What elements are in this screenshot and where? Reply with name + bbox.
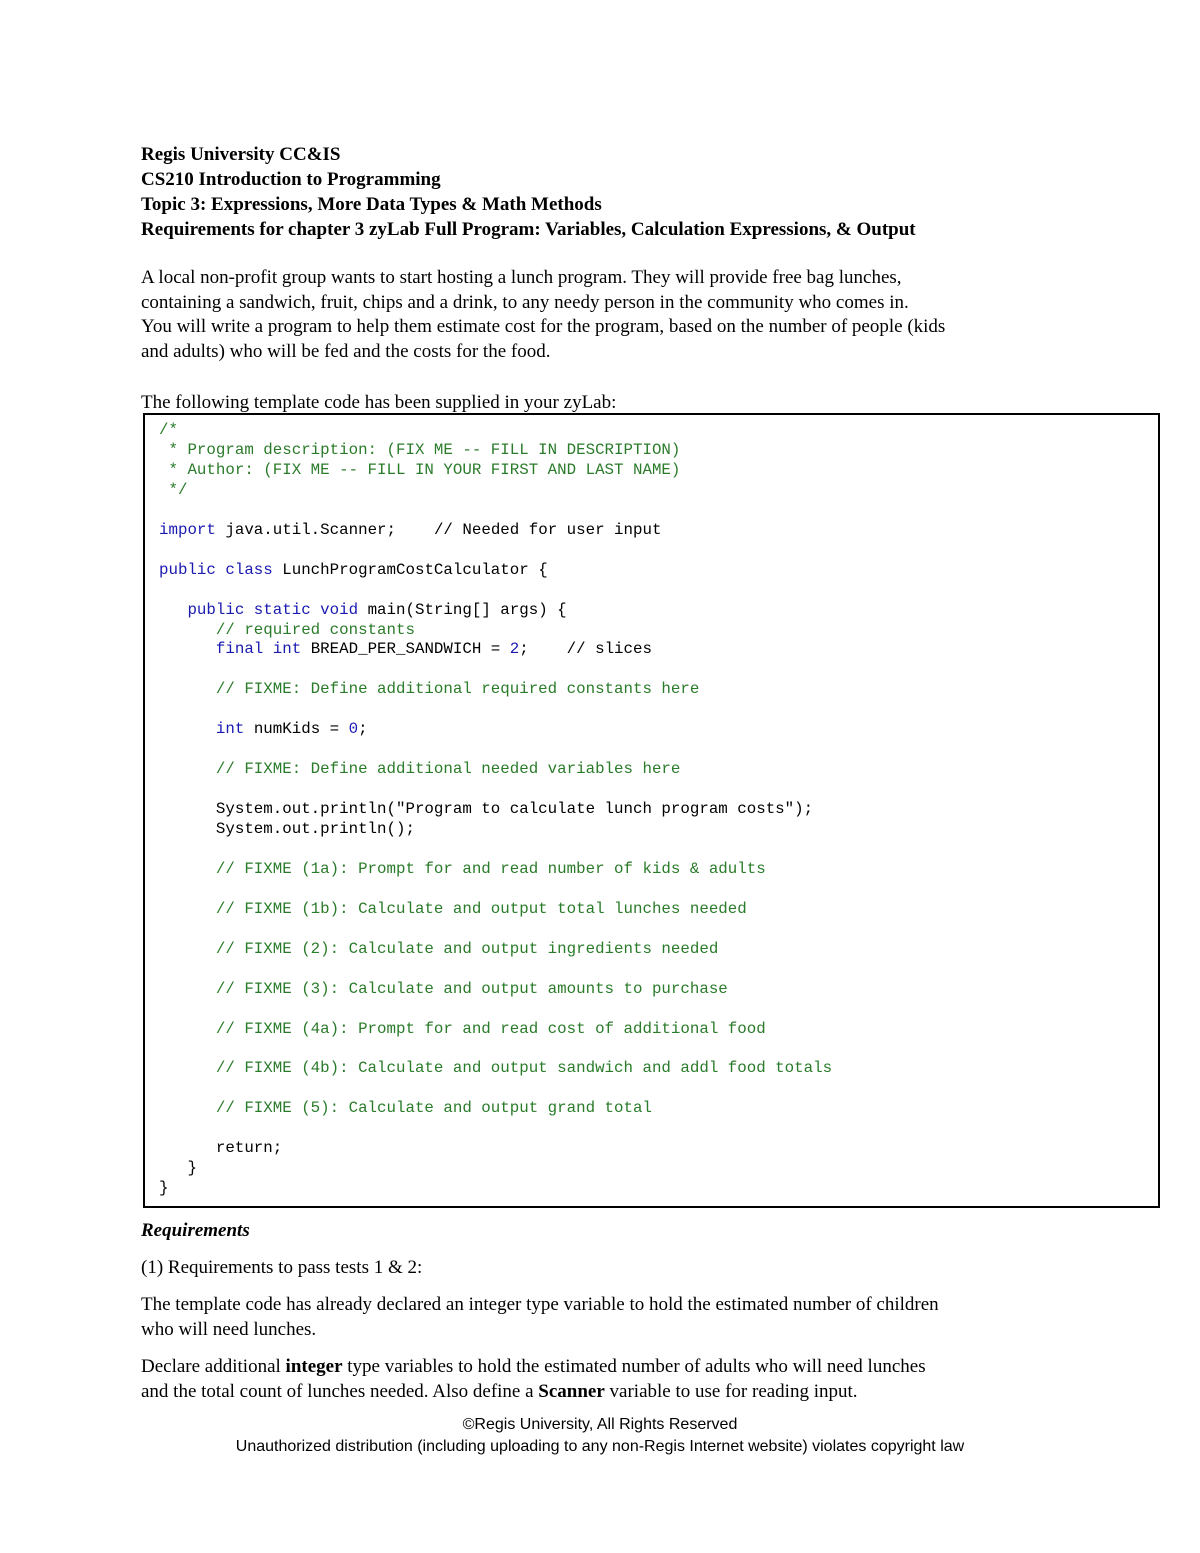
document-header: [141, 142, 1101, 242]
code-token-number: 2: [509, 640, 520, 659]
code-token-comment: // required constants: [159, 620, 415, 639]
code-line: [159, 1019, 766, 1039]
code-token-keyword: public class: [159, 560, 273, 579]
intro-line: containing a sandwich, fruit, chips and a drink, to any needy person in the community who comes in.: [141, 291, 909, 313]
intro-line: You will write a program to help them estimate cost for the program, based on the number of people (kids: [141, 316, 946, 337]
topic-title: Topic 3: Expressions, More Data Types & Math Methods: [141, 194, 602, 215]
code-line: [159, 1098, 652, 1118]
university-title: Regis University CC&IS: [141, 144, 341, 165]
code-token-comment: // FIXME (4b): Calculate and output sandwich and addl food totals: [159, 1059, 833, 1078]
code-token-comment: // FIXME: Define additional needed variables here: [159, 760, 681, 779]
code-token-comment: * Author: (FIX ME -- FILL IN YOUR FIRST AND LAST NAME): [159, 460, 681, 479]
footer-notice: Unauthorized distribution (including uploading to any non-Regis Internet website) violates copyright law: [235, 1438, 965, 1455]
paragraph-line: [141, 1379, 1101, 1404]
requirements-subheading: (1) Requirements to pass tests 1 & 2:: [141, 1257, 423, 1278]
code-token-comment: // FIXME (2): Calculate and output ingredients needed: [159, 939, 719, 958]
code-token-plain: System.out.println("Program to calculate lunch program costs");: [159, 800, 814, 819]
code-token-plain: }: [159, 1179, 169, 1198]
text-span: Declare additional: [141, 1356, 286, 1377]
code-token-comment: // FIXME (3): Calculate and output amounts to purchase: [159, 979, 728, 998]
code-line: [159, 520, 661, 540]
code-token-plain: ; // slices: [519, 640, 652, 659]
code-token-keyword: int: [215, 720, 245, 739]
code-line: [159, 759, 680, 779]
code-token-comment: // FIXME (1a): Prompt for and read number of kids & adults: [159, 859, 766, 878]
code-line: [159, 939, 718, 959]
code-token-comment: // FIXME: Define additional required constants here: [159, 680, 700, 699]
requirements-paragraph-2: [141, 1354, 1101, 1404]
text-span: variable to use for reading input.: [604, 1381, 858, 1402]
code-token-plain: [159, 640, 216, 658]
paragraph-line: The template code has already declared an integer type variable to hold the estimated number of children: [141, 1294, 939, 1315]
code-token-comment: * Program description: (FIX ME -- FILL IN DESCRIPTION): [159, 440, 681, 459]
code-line: [159, 1138, 282, 1158]
code-line: [159, 440, 680, 460]
intro-line: and adults) who will be fed and the costs for the food.: [141, 340, 551, 362]
code-token-plain: ;: [358, 720, 368, 739]
template-caption: The following template code has been supplied in your zyLab:: [141, 392, 617, 413]
paragraph-line: who will need lunches.: [141, 1319, 317, 1340]
intro-paragraph: [141, 266, 1101, 364]
text-span: type variables to hold the estimated number of adults who will need lunches: [342, 1356, 926, 1377]
code-token-comment: // FIXME (5): Calculate and output grand total: [159, 1099, 652, 1118]
code-token-plain: // Needed for user input: [433, 520, 662, 539]
code-token-keyword: import: [159, 520, 216, 539]
code-line: [159, 1058, 832, 1078]
code-token-plain: }: [159, 1159, 197, 1178]
code-token-plain: LunchProgramCostCalculator {: [272, 560, 548, 579]
code-line: [159, 620, 415, 640]
code-token-plain: [159, 601, 187, 619]
code-line: [159, 979, 728, 999]
code-token-plain: main(String[] args) {: [358, 600, 567, 619]
code-line: [159, 460, 680, 480]
code-token-number: 0: [348, 720, 359, 739]
intro-line: A local non-profit group wants to start hosting a lunch program. They will provide free bag lunches,: [141, 267, 902, 288]
code-token-plain: java.util.Scanner;: [215, 520, 434, 539]
code-line: [159, 480, 187, 500]
code-token-plain: BREAD_PER_SANDWICH =: [301, 640, 510, 659]
code-line: [159, 1178, 168, 1198]
code-token-plain: [159, 720, 216, 738]
code-line: [159, 819, 415, 839]
code-token-comment: /*: [159, 421, 178, 439]
code-token-keyword: final int: [215, 640, 302, 659]
code-line: [159, 859, 766, 879]
requirements-paragraph-1: [141, 1292, 1101, 1342]
code-token-plain: return;: [159, 1139, 283, 1158]
requirements-heading: Requirements: [141, 1220, 250, 1241]
code-token-keyword: public static void: [187, 600, 359, 619]
code-token-comment: */: [159, 480, 188, 499]
code-line: [159, 420, 178, 440]
code-line: [159, 600, 567, 620]
code-token-comment: // FIXME (1b): Calculate and output total lunches needed: [159, 899, 747, 918]
bold-term-scanner: Scanner: [538, 1381, 605, 1402]
code-line: [159, 679, 699, 699]
code-listing: [143, 413, 1160, 1208]
code-line: [159, 560, 548, 580]
code-token-comment: // FIXME (4a): Prompt for and read cost of additional food: [159, 1019, 766, 1038]
code-token-plain: System.out.println();: [159, 820, 415, 838]
footer-copyright: ©Regis University, All Rights Reserved: [462, 1416, 738, 1433]
code-line: [159, 899, 747, 919]
bold-term-integer: integer: [285, 1356, 343, 1377]
code-token-plain: numKids =: [244, 720, 349, 739]
course-title: CS210 Introduction to Programming: [141, 169, 441, 190]
paragraph-line: [141, 1354, 1101, 1379]
code-line: [159, 799, 813, 819]
code-line: [159, 639, 652, 659]
requirements-title: Requirements for chapter 3 zyLab Full Program: Variables, Calculation Expressions, & Output: [141, 219, 916, 240]
code-line: [159, 719, 368, 739]
text-span: and the total count of lunches needed. Also define a: [141, 1381, 539, 1402]
code-line: [159, 1158, 197, 1178]
